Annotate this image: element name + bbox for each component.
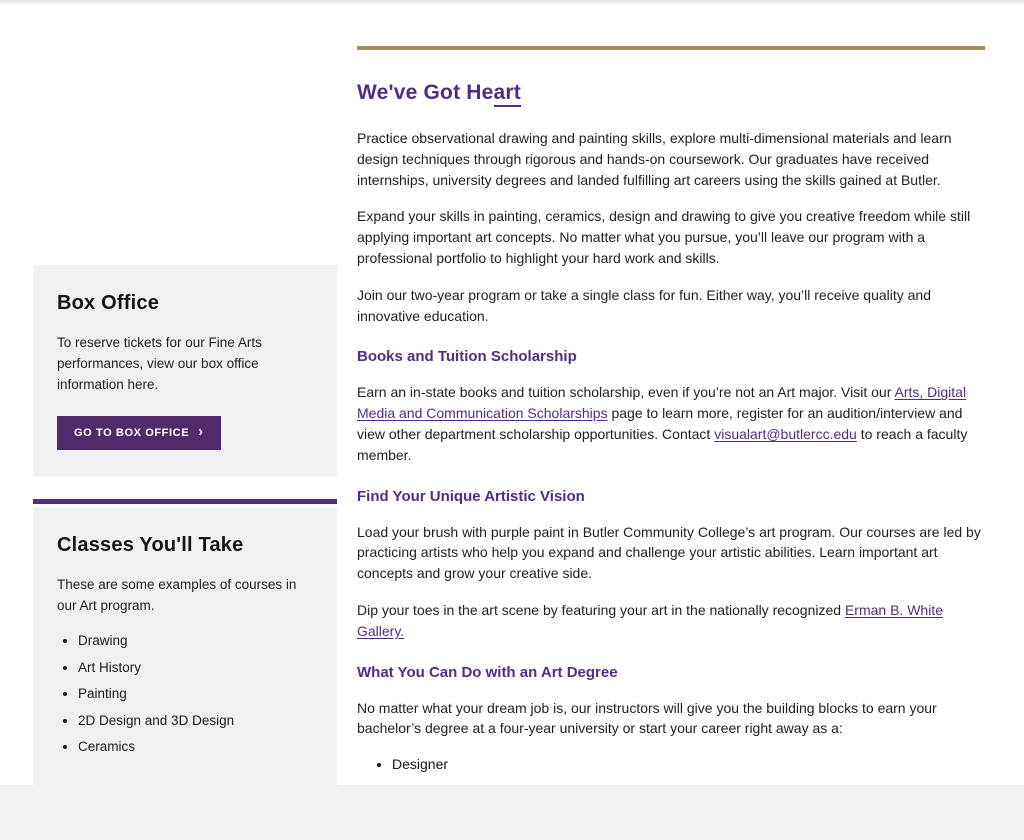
list-item: • 2D Design and 3D Design xyxy=(78,711,313,731)
list-item: • Painting xyxy=(78,684,313,704)
gold-divider xyxy=(357,46,985,50)
top-divider xyxy=(0,0,1024,5)
box-office-heading: Box Office xyxy=(57,292,160,314)
intro-paragraph-2: Expand your skills in painting, ceramics, design and drawing to give you creative freedom while still applying important art concepts. No matter what you pursue, you’ll leave our program with a professional portfolio to highlight your hard work and skills. xyxy=(357,208,971,266)
sidebar xyxy=(33,265,337,789)
box-office-panel xyxy=(33,265,337,477)
go-to-box-office-label: GO TO BOX OFFICE xyxy=(74,427,190,439)
gallery-link[interactable]: Erman B. White Gallery. xyxy=(357,601,943,639)
page-title: We've Got Heart xyxy=(357,81,985,105)
degree-paragraph: No matter what your dream job is, our instructors will give you the building blocks to earn your bachelor’s degree at a four-year university or start your career right away as a: xyxy=(357,699,937,737)
list-item: • Art History xyxy=(78,658,313,678)
go-to-box-office-button[interactable] xyxy=(57,416,221,450)
footer xyxy=(0,785,1024,840)
chevron-right-icon: › xyxy=(198,423,204,440)
vision-paragraph-1: Load your brush with purple paint in Butler Community College’s art program. Our courses are led by practicing artists who help you expand and challenge your artistic abilities. Learn important art concepts and grow your creative side. xyxy=(357,523,981,582)
section-heading-scholarship: Books and Tuition Scholarship xyxy=(357,348,577,366)
section-heading-degree: What You Can Do with an Art Degree xyxy=(357,663,618,681)
list-item: • Drawing xyxy=(78,631,313,651)
scholarship-paragraph: Earn an in-state books and tuition scholarship, even if you’re not an Art major. Visit our Arts, Digital Media and Communication Scholarships page to learn more, register for an audition/interview and view other department scholarship opportunities. Contact visualart@butlercc.edu to reach a faculty member. xyxy=(357,384,968,463)
page-title-underlined: art xyxy=(494,81,521,107)
list-item: • Ceramics xyxy=(78,737,313,757)
vision-paragraph-2: Dip your toes in the art scene by featuring your art in the nationally recognized Erman B. White Gallery. xyxy=(357,601,943,639)
sidebar-divider xyxy=(33,499,337,504)
classes-list xyxy=(57,631,313,757)
intro-paragraph-3: Join our two-year program or take a single class for fun. Either way, you’ll receive quality and innovative education. xyxy=(357,286,932,324)
section-heading-vision: Find Your Unique Artistic Vision xyxy=(357,487,585,505)
classes-description: These are some examples of courses in our Art program. xyxy=(57,577,297,613)
intro-paragraph-1: Practice observational drawing and painting skills, explore multi-dimensional materials and learn design techniques through rigorous and hands-on coursework. Our graduates have received internships, university degrees and landed fulfilling art careers using the skills gained at Butler. xyxy=(357,130,952,188)
main-content xyxy=(357,46,985,836)
box-office-description: To reserve tickets for our Fine Arts performances, view our box office information here. xyxy=(57,335,262,392)
list-item: • Designer xyxy=(392,755,985,775)
classes-panel xyxy=(33,507,337,789)
classes-heading: Classes You'll Take xyxy=(57,534,244,556)
email-link[interactable]: visualart@butlercc.edu xyxy=(714,425,857,442)
scholarships-link[interactable]: Arts, Digital Media and Communication Scholarships xyxy=(357,384,967,422)
